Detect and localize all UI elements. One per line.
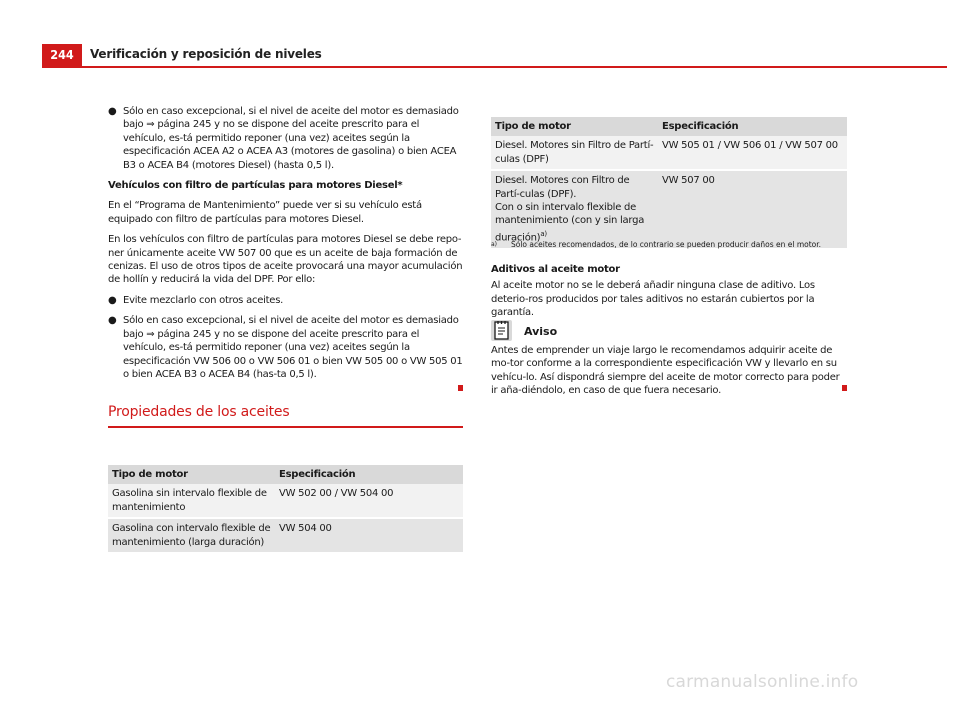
table-row: [108, 518, 463, 552]
footnote-ref: a): [540, 229, 547, 238]
column-header: Tipo de motor: [491, 117, 658, 136]
table-cell: Gasolina sin intervalo flexible de mantenimiento: [108, 484, 275, 518]
column-header: Tipo de motor: [108, 465, 275, 484]
additives-text: Al aceite motor no se le deberá añadir ninguna clase de aditivo. Los deterio-ros producidos por tales aditivos no estarán cubiertos por la garantía.: [491, 280, 815, 319]
section-end-marker-icon: [842, 385, 847, 391]
watermark: carmanualsonline.info: [666, 672, 859, 692]
table-cell: VW 504 00: [275, 518, 463, 552]
bullet-item: [108, 314, 463, 381]
section-title: Propiedades de los aceites: [108, 404, 463, 428]
section-end-marker-icon: [458, 385, 463, 391]
paragraph: En el “Programa de Mantenimiento” puede ver si su vehículo está equipado con filtro de partículas para motores Diesel.: [108, 200, 422, 225]
table-row: [491, 136, 847, 170]
table-cell: VW 505 01 / VW 506 01 / VW 507 00: [658, 136, 847, 170]
column-header: Especificación: [658, 117, 847, 136]
table-cell: [491, 170, 658, 247]
table-header-row: [108, 465, 463, 484]
notepad-icon: [491, 320, 512, 341]
left-column: [108, 105, 463, 388]
bullet-dot-icon: ●: [108, 315, 117, 327]
paragraph: En los vehículos con filtro de partículas para motores Diesel se debe repo-ner únicamente aceite VW 507 00 que es un aceite de baja formación de cenizas. El uso de otros tipos de aceite provocará una mayor acumulación de hollín y reducirá la vida del DPF. Por ello:: [108, 234, 463, 286]
additives-heading: Aditivos al aceite motor: [491, 264, 620, 275]
footnote-mark: a): [491, 241, 498, 248]
notice-text: Antes de emprender un viaje largo le recomendamos adquirir aceite de mo-tor conforme a la correspondiente especificación VW y llevarlo en su vehícu-lo. Así dispondrá siempre del aceite de motor correcto para poder ir aña-diéndolo, en caso de que fuera necesario.: [491, 345, 840, 397]
notice-title: Aviso: [524, 325, 558, 338]
table-cell: VW 507 00: [658, 170, 847, 247]
bullet-text: Sólo en caso excepcional, si el nivel de aceite del motor es demasiado bajo ⇒ página 245 y no se dispone del aceite prescrito para el vehículo, es-tá permitido reponer (una vez) aceites según la especificación ACEA A2 o ACEA A3 (motores de gasolina) o bien ACEA B3 o ACEA B4 (motores Diesel) (hasta 0,5 l).: [123, 106, 459, 171]
page-number: 244: [42, 44, 82, 66]
additives-section: [491, 263, 847, 320]
bullet-item: [108, 105, 463, 172]
column-header: Especificación: [275, 465, 463, 484]
table-cell: VW 502 00 / VW 504 00: [275, 484, 463, 518]
bullet-text: Evite mezclarlo con otros aceites.: [123, 294, 284, 306]
page-header: [42, 44, 947, 68]
table-cell-text: Diesel. Motores con Filtro de Partí-culas (DPF). Con o sin intervalo flexible de mantenimiento (con y sin larga duración): [495, 175, 645, 244]
subheading-dpf: Vehículos con filtro de partículas para motores Diesel*: [108, 180, 403, 192]
table-row: [108, 484, 463, 518]
oil-spec-table-gasoline: [108, 465, 463, 552]
footnote: [491, 240, 847, 250]
oil-spec-table-diesel: [491, 117, 847, 248]
chapter-title: Verificación y reposición de niveles: [90, 47, 322, 61]
table-cell: Diesel. Motores sin Filtro de Partí-culas (DPF): [491, 136, 658, 170]
bullet-item: [108, 294, 463, 307]
table-row: [491, 170, 847, 247]
table-cell: Gasolina con intervalo flexible de mantenimiento (larga duración): [108, 518, 275, 552]
table-header-row: [491, 117, 847, 136]
bullet-dot-icon: ●: [108, 294, 117, 306]
footnote-text: Sólo aceites recomendados, de lo contrario se pueden producir daños en el motor.: [511, 240, 822, 249]
bullet-text: Sólo en caso excepcional, si el nivel de aceite del motor es demasiado bajo ⇒ página 245 y no se dispone del aceite prescrito para el vehículo, es-tá permitido reponer (una vez) aceites según la especificación VW 506 00 o VW 506 01 o bien VW 505 00 o VW 505 01 o bien ACEA B3 o ACEA B4 (has-ta 0,5 l).: [123, 315, 463, 380]
bullet-dot-icon: ●: [108, 106, 117, 117]
